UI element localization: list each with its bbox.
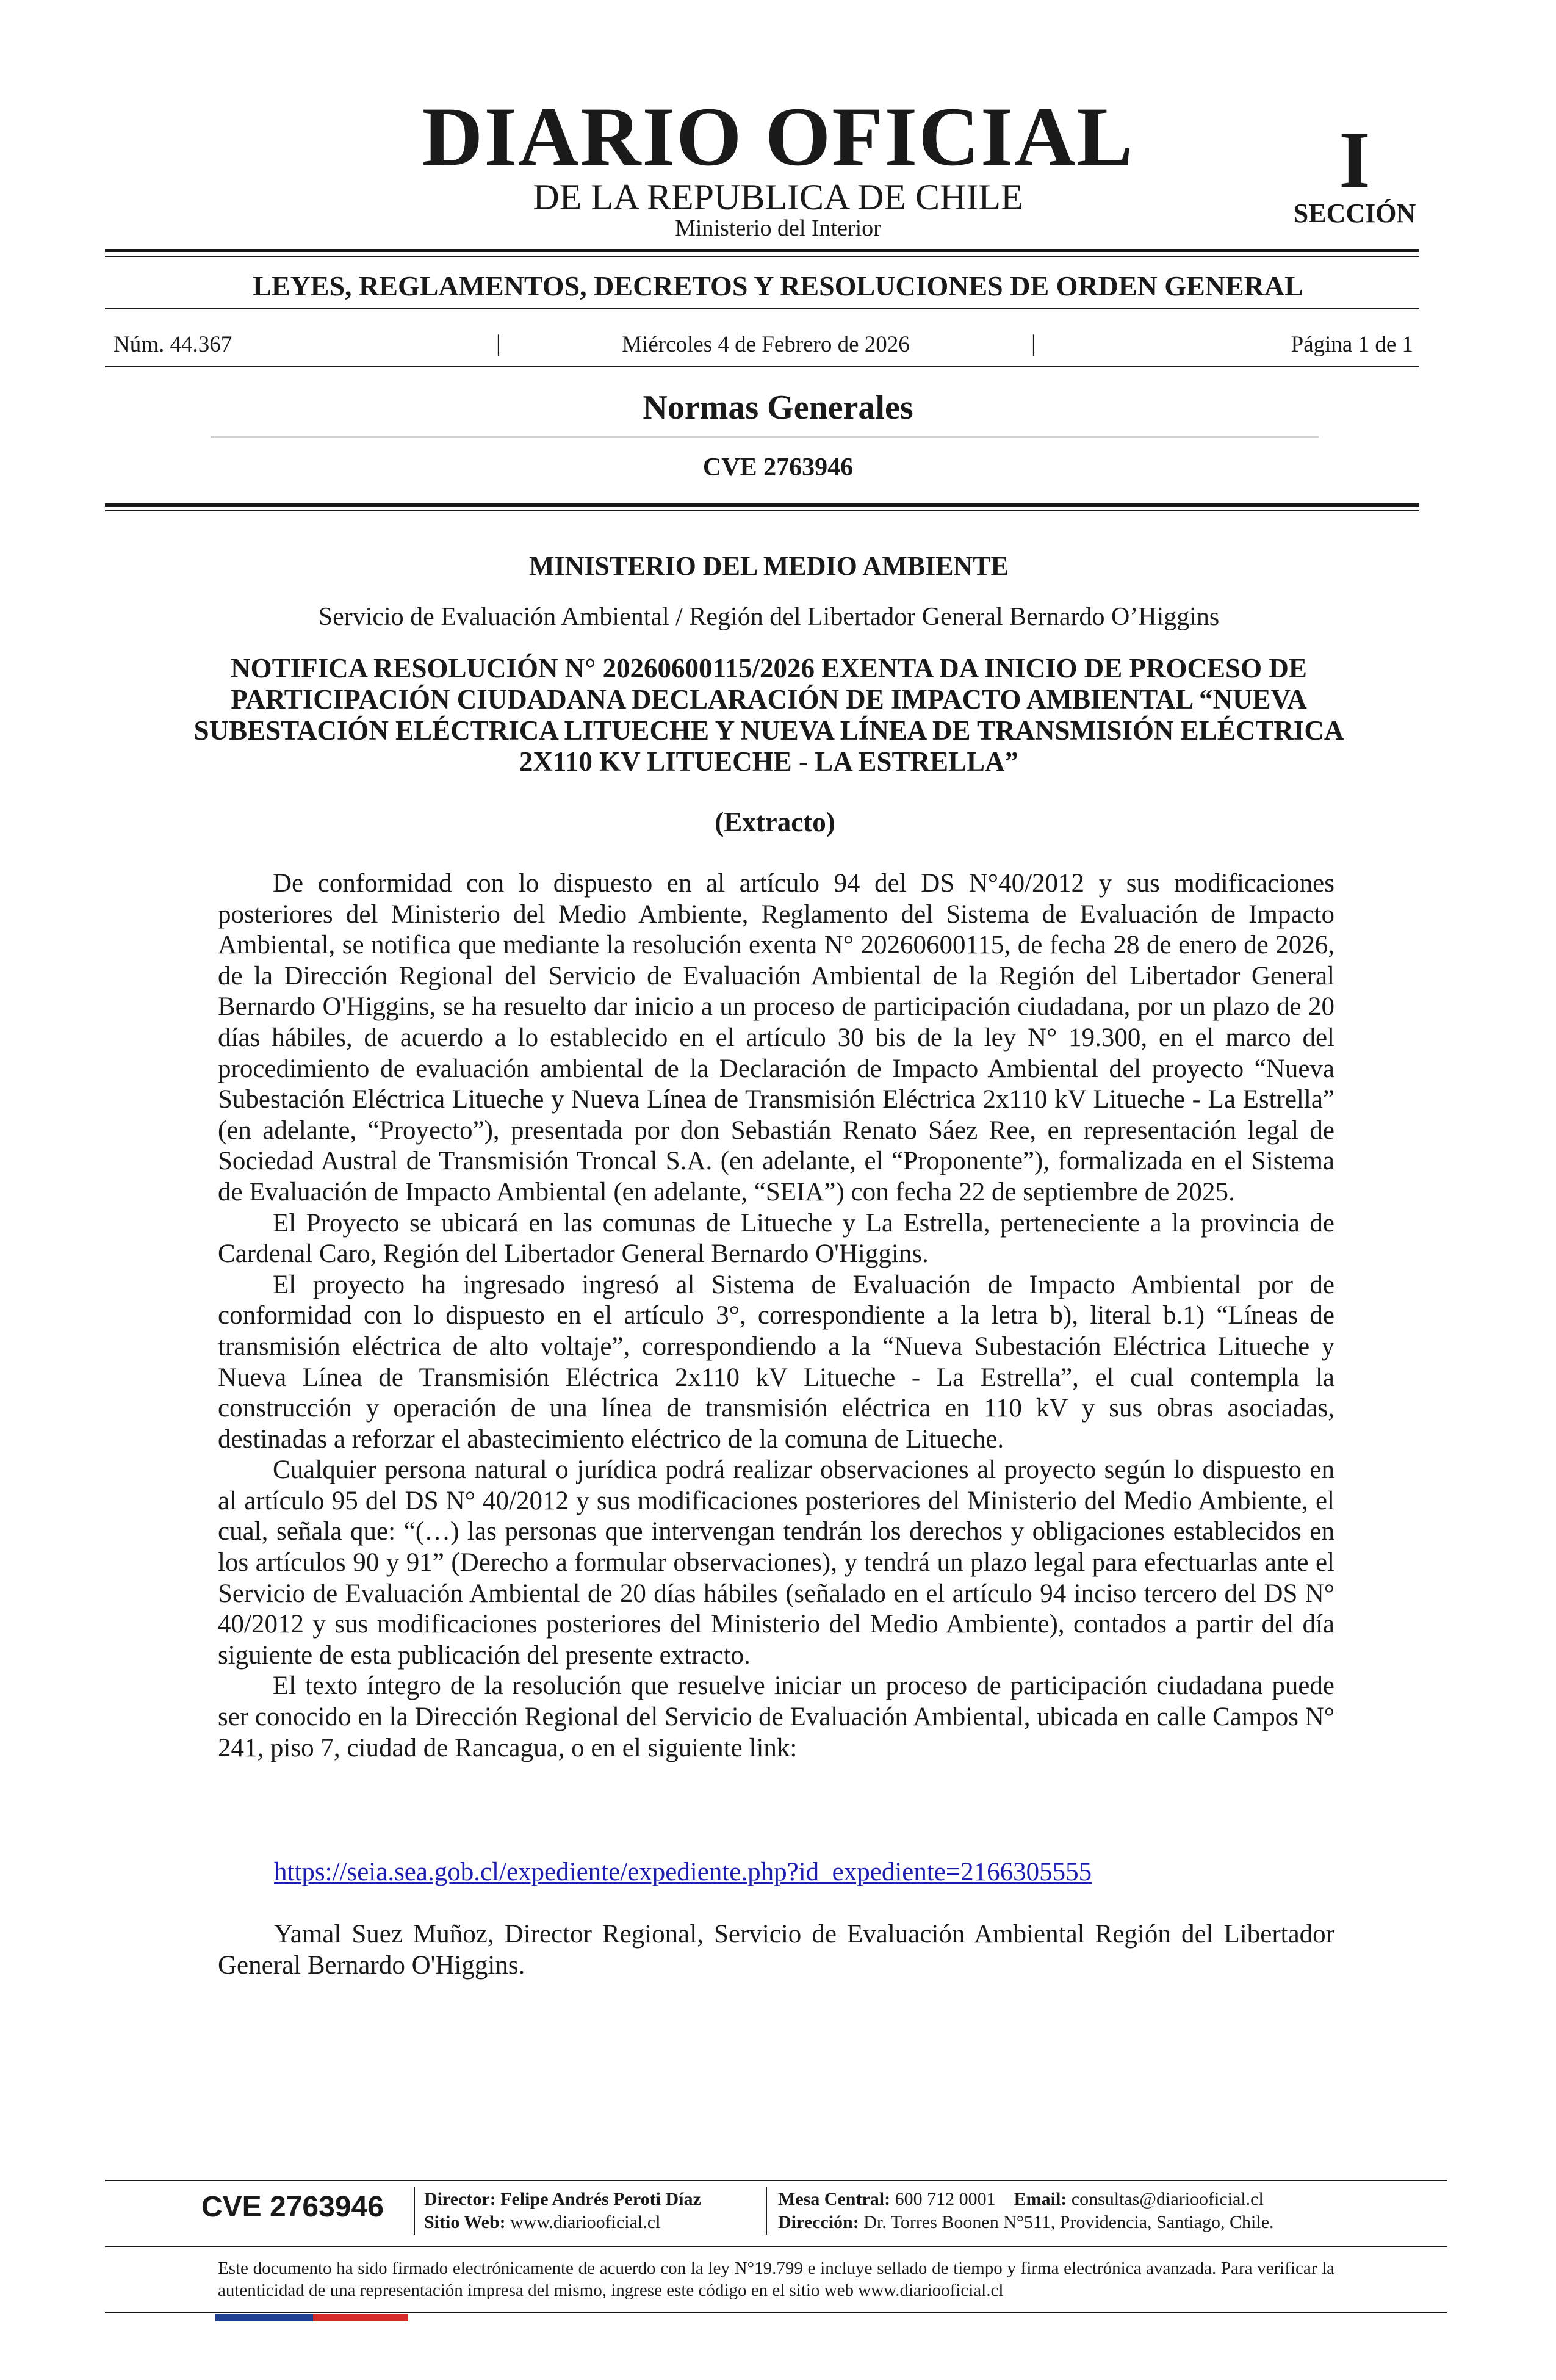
director-label: Director:	[424, 2189, 496, 2209]
email-link[interactable]: consultas@diariooficial.cl	[1071, 2189, 1264, 2209]
top-rule	[105, 249, 1419, 252]
ministry-heading: MINISTERIO DEL MEDIO AMBIENTE	[528, 551, 1009, 581]
footer-bottom-rule	[105, 2312, 1447, 2313]
flag-stripe-red	[313, 2314, 408, 2321]
infobar-separator: |	[496, 331, 501, 356]
website-label: Sitio Web:	[424, 2212, 506, 2232]
paragraph: El texto íntegro de la resolución que resuelve iniciar un proceso de participación ciudadana puede ser conocido en la Dirección Regional del Servicio de Evaluación Ambiental, ubicada en calle Campos N° 241, piso 7, ciudad de Rancagua, o en el siguiente link:	[218, 1671, 1334, 1762]
infobar-rule	[105, 366, 1419, 367]
top-rule-thin	[105, 256, 1419, 257]
extract-label: (Extracto)	[715, 807, 835, 837]
footer-director-block	[424, 2188, 766, 2234]
page-number: Página 1 de 1	[1291, 332, 1413, 357]
category-heading: LEYES, REGLAMENTOS, DECRETOS Y RESOLUCIONES DE ORDEN GENERAL	[253, 270, 1303, 301]
document-body	[218, 868, 1334, 1764]
cve-code: CVE 2763946	[702, 453, 854, 481]
section-label: SECCIÓN	[1293, 198, 1416, 228]
address-value: Dr. Torres Boonen N°511, Providencia, Santiago, Chile.	[863, 2212, 1274, 2232]
footer-cve-code: CVE 2763946	[201, 2191, 384, 2223]
footer-rule	[105, 2180, 1447, 2181]
footer-divider	[414, 2187, 415, 2235]
footer-signature-note: Este documento ha sido firmado electrónicamente de acuerdo con la ley N°19.799 e incluye sellado de tiempo y firma electrónica avanzada. Para verificar la autenticidad de una representación impresa del mismo, ingrese este código en el sitio web www.diariooficial.cl	[218, 2259, 1334, 2300]
phone-label: Mesa Central:	[778, 2189, 891, 2209]
masthead-ministry: Ministerio del Interior	[675, 215, 881, 241]
header-bottom-rule	[105, 503, 1419, 507]
issue-date: Miércoles 4 de Febrero de 2026	[622, 332, 910, 357]
flag-stripe-blue	[215, 2314, 313, 2321]
email-label: Email:	[1014, 2189, 1067, 2209]
website-link[interactable]: www.diariooficial.cl	[510, 2212, 661, 2232]
service-line: Servicio de Evaluación Ambiental / Región del Libertador General Bernardo O’Higgins	[318, 603, 1220, 631]
masthead-subtitle: DE LA REPUBLICA DE CHILE	[533, 177, 1023, 217]
director-name: Felipe Andrés Peroti Díaz	[500, 2189, 701, 2209]
address-label: Dirección:	[778, 2212, 859, 2232]
signature-paragraph: Yamal Suez Muñoz, Director Regional, Servicio de Evaluación Ambiental Región del Libertador General Bernardo O'Higgins.	[218, 1920, 1334, 1980]
section-number: I	[1339, 115, 1371, 204]
resolution-title: NOTIFICA RESOLUCIÓN N° 20260600115/2026 EXENTA DA INICIO DE PROCESO DE PARTICIPACIÓN CIUDADANA DECLARACIÓN DE IMPACTO AMBIENTAL “NUEVA SUBESTACIÓN ELÉCTRICA LITUECHE Y NUEVA LÍNEA DE TRANSMISIÓN ELÉCTRICA 2X110 KV LITUECHE - LA ESTRELLA”	[193, 653, 1344, 777]
header-bottom-rule-thin	[105, 510, 1419, 511]
paragraph: De conformidad con lo dispuesto en al artículo 94 del DS N°40/2012 y sus modificaciones posteriores del Ministerio del Medio Ambiente, Reglamento del Sistema de Evaluación de Impacto Ambiental, se notifica que mediante la resolución exenta N° 20260600115, de fecha 28 de enero de 2026, de la Dirección Regional del Servicio de Evaluación Ambiental de la Región del Libertador General Bernardo O'Higgins, se ha resuelto dar inicio a un proceso de participación ciudadana, por un plazo de 20 días hábiles, de acuerdo a lo establecido en el artículo 30 bis de la ley N° 19.300, en el marco del procedimiento de evaluación ambiental de la Declaración de Impacto Ambiental del proyecto “Nueva Subestación Eléctrica Litueche y Nueva Línea de Transmisión Eléctrica 2x110 kV Litueche - La Estrella” (en adelante, “Proyecto”), presentada por don Sebastián Renato Sáez Ree, en representación legal de Sociedad Austral de Transmisión Troncal S.A. (en adelante, el “Proponente”), formalizada en el Sistema de Evaluación de Impacto Ambiental (en adelante, “SEIA”) con fecha 22 de septiembre de 2025.	[218, 869, 1334, 1206]
footer-contact-block	[778, 2188, 1388, 2234]
category-rule	[105, 308, 1419, 309]
paragraph: El proyecto ha ingresado ingresó al Sistema de Evaluación de Impacto Ambiental por de conformidad con lo dispuesto en el artículo 3°, correspondiente a la letra b), literal b.1) “Líneas de transmisión eléctrica de alto voltaje”, correspondiendo a la “Nueva Subestación Eléctrica Litueche y Nueva Línea de Transmisión Eléctrica 2x110 kV Litueche - La Estrella”, el cual contempla la construcción y operación de una línea de transmisión eléctrica en 110 kV y sus obras asociadas, destinadas a reforzar el abastecimiento eléctrico de la comuna de Litueche.	[218, 1270, 1334, 1454]
paragraph: El Proyecto se ubicará en las comunas de Litueche y La Estrella, perteneciente a la provincia de Cardenal Caro, Región del Libertador General Bernardo O'Higgins.	[218, 1208, 1334, 1269]
infobar-separator: |	[1031, 331, 1036, 356]
section-title-rule	[211, 436, 1319, 438]
masthead-title: DIARIO OFICIAL	[422, 90, 1134, 183]
paragraph: Cualquier persona natural o jurídica podrá realizar observaciones al proyecto según lo dispuesto en al artículo 95 del DS N° 40/2012 y sus modificaciones posteriores del Ministerio del Medio Ambiente, el cual, señala que: “(…) las personas que intervengan tendrán los derechos y obligaciones establecidos en los artículos 90 y 91” (Derecho a formular observaciones), y tendrá un plazo legal para efectuarlas ante el Servicio de Evaluación Ambiental de 20 días hábiles (señalado en el artículo 94 inciso tercero del DS N° 40/2012 y sus modificaciones posteriores del Ministerio del Medio Ambiente), contados a partir del día siguiente de esta publicación del presente extracto.	[218, 1455, 1334, 1670]
issue-number: Núm. 44.367	[113, 332, 232, 357]
footer-divider	[766, 2187, 767, 2235]
resolution-link[interactable]: https://seia.sea.gob.cl/expediente/expediente.php?id_expediente=2166305555	[274, 1858, 1092, 1886]
phone-number: 600 712 0001	[895, 2189, 996, 2209]
footer-mid-rule	[105, 2246, 1447, 2247]
section-title: Normas Generales	[643, 389, 913, 427]
